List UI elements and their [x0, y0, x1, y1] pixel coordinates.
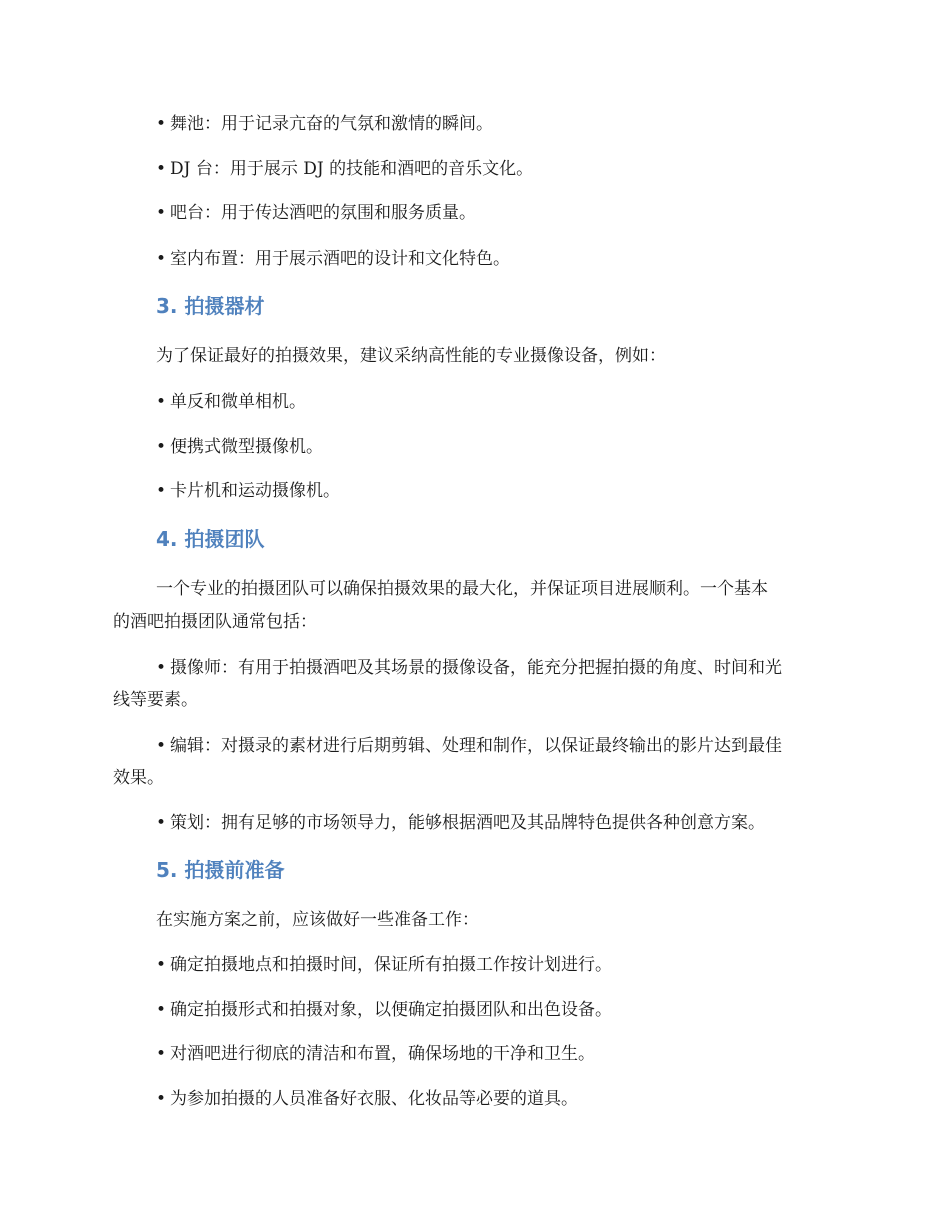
section-heading-team: 4. 拍摄团队 [156, 527, 265, 551]
bullet: • [156, 159, 167, 179]
list-item-text: 便携式微型摄像机。 [170, 437, 324, 457]
list-item-text: 舞池：用于记录亢奋的气氛和激情的瞬间。 [170, 114, 494, 134]
list-item-text: 摄像师：有用于拍摄酒吧及其场景的摄像设备，能充分把握拍摄的角度、时间和光 [170, 658, 783, 678]
section-heading-equipment: 3. 拍摄器材 [156, 294, 265, 318]
list-item-text: 室内布置：用于展示酒吧的设计和文化特色。 [170, 249, 511, 269]
bullet: • [156, 658, 167, 678]
list-item-text: 为参加拍摄的人员准备好衣服、化妆品等必要的道具。 [170, 1089, 579, 1109]
list-item [156, 657, 782, 679]
section-intro: 为了保证最好的拍摄效果，建议采纳高性能的专业摄像设备，例如： [156, 346, 666, 366]
list-item [156, 391, 306, 413]
section-intro-line: 的酒吧拍摄团队通常包括： [113, 612, 317, 632]
list-item [156, 202, 476, 224]
bullet: • [156, 114, 167, 134]
list-item-text: 确定拍摄形式和拍摄对象，以便确定拍摄团队和出色设备。 [170, 1000, 613, 1020]
list-item-text: DJ 台：用于展示 DJ 的技能和酒吧的音乐文化。 [170, 159, 534, 179]
bullet: • [156, 249, 167, 269]
bullet: • [156, 1044, 167, 1064]
list-item [156, 480, 340, 502]
list-item-text: 策划：拥有足够的市场领导力，能够根据酒吧及其品牌特色提供各种创意方案。 [170, 813, 766, 833]
list-item [156, 735, 782, 757]
list-item-continuation: 效果。 [113, 768, 164, 788]
list-item [156, 954, 612, 976]
bullet: • [156, 437, 167, 457]
list-item-text: 卡片机和运动摄像机。 [170, 481, 341, 501]
section-heading-preparation: 5. 拍摄前准备 [156, 858, 285, 882]
bullet: • [156, 1000, 167, 1020]
section-intro-line: 一个专业的拍摄团队可以确保拍摄效果的最大化，并保证项目进展顺利。一个基本 [156, 579, 768, 599]
bullet: • [156, 481, 167, 501]
list-item-continuation: 线等要素。 [113, 690, 198, 710]
bullet: • [156, 1089, 167, 1109]
list-item-text: 编辑：对摄录的素材进行后期剪辑、处理和制作，以保证最终输出的影片达到最佳 [170, 736, 783, 756]
bullet: • [156, 203, 167, 223]
list-item [156, 158, 533, 180]
list-item-text: 吧台：用于传达酒吧的氛围和服务质量。 [170, 203, 477, 223]
list-item [156, 248, 510, 270]
section-intro: 在实施方案之前，应该做好一些准备工作： [156, 910, 479, 930]
list-item [156, 436, 323, 458]
list-item [156, 999, 612, 1021]
bullet: • [156, 736, 167, 756]
list-item-text: 单反和微单相机。 [170, 392, 307, 412]
bullet: • [156, 392, 167, 412]
list-item [156, 812, 765, 834]
list-item-text: 确定拍摄地点和拍摄时间，保证所有拍摄工作按计划进行。 [170, 955, 613, 975]
bullet: • [156, 813, 167, 833]
bullet: • [156, 955, 167, 975]
list-item [156, 1088, 578, 1110]
list-item-text: 对酒吧进行彻底的清洁和布置，确保场地的干净和卫生。 [170, 1044, 596, 1064]
list-item [156, 1043, 595, 1065]
list-item [156, 113, 493, 135]
